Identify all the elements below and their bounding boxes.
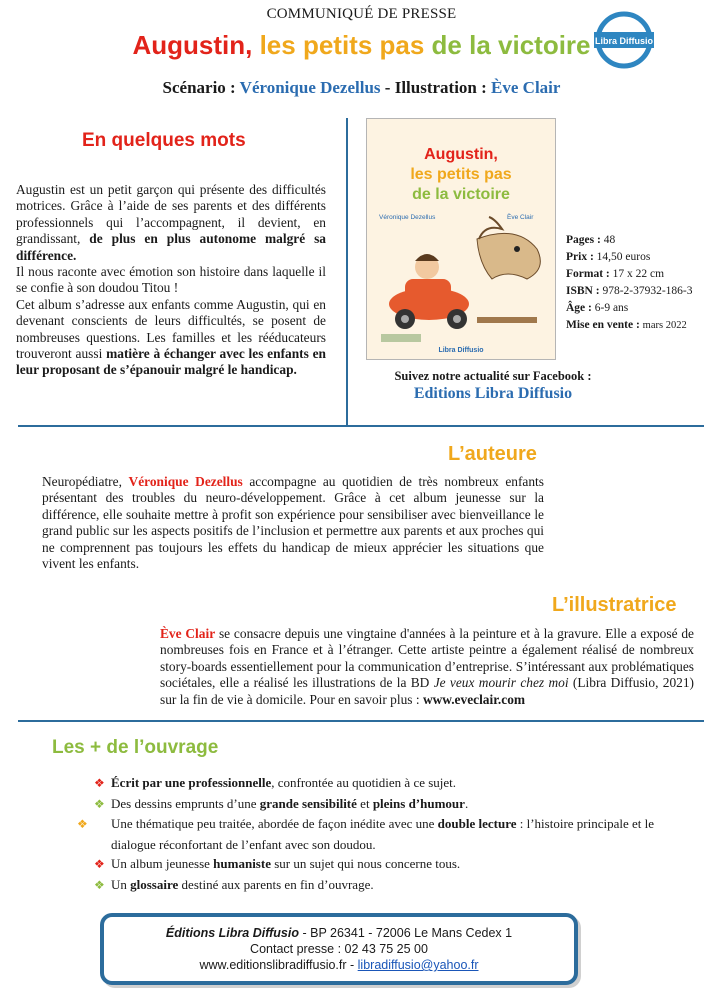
title-part-3: de la victoire (431, 30, 591, 60)
list-item: ❖ Des dessins emprunts d’une grande sensibilité et pleins d’humour. (94, 794, 694, 815)
document-label: COMMUNIQUÉ DE PRESSE (266, 6, 457, 22)
publisher-address-line: Éditions Libra Diffusio - BP 26341 - 72006 Le Mans Cedex 1 (165, 926, 513, 940)
section-divider-1 (18, 425, 704, 427)
email-link[interactable]: libradiffusio@yahoo.fr (357, 958, 479, 972)
ouvrage-heading: Les + de l’ouvrage (52, 737, 219, 758)
intro-text (16, 182, 326, 379)
list-item: ❖ Écrit par une professionnelle, confrontée au quotidien à ce sujet. (94, 773, 694, 794)
publisher-website-link[interactable]: www.editionslibradiffusio.fr (199, 958, 347, 972)
ouvrage-list (77, 773, 694, 895)
publisher-logo (594, 10, 654, 70)
diamond-bullet-icon: ❖ (94, 776, 105, 790)
svg-text:Libra Diffusio: Libra Diffusio (438, 347, 484, 354)
diamond-bullet-icon: ❖ (94, 857, 105, 871)
facebook-line: Suivez notre actualité sur Facebook : (394, 369, 592, 383)
author-heading: L’auteure (448, 443, 537, 465)
list-item: ❖ Un glossaire destiné aux parents en fin d’ouvrage. (94, 875, 694, 896)
pages-row: Pages : 48 (566, 234, 616, 246)
credits-line (0, 78, 723, 98)
price-row: Prix : 14,50 euros (566, 251, 651, 263)
release-row: Mise en vente : mars 2022 (566, 319, 687, 331)
svg-text:Véronique Dezellus: Véronique Dezellus (379, 214, 436, 221)
isbn-row: ISBN : 978-2-37932-186-3 (566, 285, 693, 297)
book-cover (366, 118, 556, 360)
illustrator-website[interactable]: www.eveclair.com (422, 691, 526, 707)
diamond-bullet-icon: ❖ (94, 796, 105, 811)
book-details (566, 232, 693, 334)
credits-illustrator: Ève Clair (491, 78, 561, 97)
contact-phone: Contact presse : 02 43 75 25 00 (250, 942, 428, 956)
list-item: ❖ Un album jeunesse humaniste sur un sujet qui nous concerne tous. (94, 854, 694, 875)
author-text: Neuropédiatre, Véronique Dezellus accompagne au quotidien de très nombreux enfants présentant des troubles du neuro-développement. Grâce à cet album jeunesse sur la différence, elle souhaite mettre à profit son expérience pour sensibiliser avec bienveillance le grand public sur les aspects positifs de l’inclusion et permettre aux parents et aux proches qui ne comprennent pas toujours les effets du handicap de mieux apprécier les situations que vivent les enfants. (42, 474, 544, 572)
illustration-label: - Illustration : (384, 78, 487, 97)
credits-author: Véronique Dezellus (239, 78, 381, 97)
title-part-2: les petits pas (259, 30, 425, 60)
illustrator-text: Ève Clair se consacre depuis une vingtaine d'années à la peinture et à la gravure. Elle a exposé de nombreuses fois en France et à l’étranger. Cette artiste peintre a également réalisé de nombreux story-boards essentiellement pour la communication d’entreprise. S’intéressant aux problématiques sociétales, elle a réalisé les illustrations de la BD Je veux mourir chez moi (Libra Diffusio, 2021) sur la fin de vie à domicile. Pour en savoir plus : www.eveclair.com (160, 626, 694, 707)
section-divider-2 (18, 720, 704, 722)
svg-text:Augustin,: Augustin, (424, 146, 498, 163)
contact-box (100, 913, 578, 985)
diamond-bullet-icon: ❖ (94, 877, 105, 892)
illustrator-name: Ève Clair (160, 626, 216, 641)
intro-heading: En quelques mots (82, 130, 246, 151)
author-name: Véronique Dezellus (128, 474, 243, 489)
diamond-bullet-icon: ❖ (77, 817, 88, 831)
web-contact-line: www.editionslibradiffusio.fr - libradiffusio@yahoo.fr (199, 958, 479, 972)
intro-paragraph-3: Cet album s’adresse aux enfants comme Augustin, qui en devenant conscients de leurs difficultés, se posent de nombreuses questions. Les familles et les rééducateurs trouveront aussi matière à échanger avec les enfants en leur proposant de s’épanouir malgré le handicap. (16, 296, 326, 378)
age-row: Âge : 6-9 ans (566, 302, 629, 314)
list-item: ❖ Une thématique peu traitée, abordée de façon inédite avec une double lecture : l’histoire principale et le dialogue réconfortant de l’enfant avec son doudou. (77, 816, 655, 852)
intro-paragraph-2: Il nous raconte avec émotion son histoire dans laquelle il se confie à son doudou Titou ! (16, 264, 326, 296)
logo-text: Libra Diffusio (595, 36, 653, 46)
title-part-1: Augustin, (132, 30, 253, 60)
intro-paragraph-1: Augustin est un petit garçon qui présente des difficultés motrices. Grâce à l’aide de ses parents et des différents professionnels qui l’accompagnent, il devient, en grandissant, de plus en plus autonome malgré sa différence. (16, 182, 327, 263)
svg-text:de la victoire: de la victoire (412, 186, 510, 203)
vertical-divider (346, 118, 348, 426)
svg-text:Ève Clair: Ève Clair (507, 214, 534, 221)
format-row: Format : 17 x 22 cm (566, 268, 665, 280)
facebook-page-link[interactable]: Editions Libra Diffusio (413, 385, 573, 402)
illustrator-heading: L’illustratrice (552, 594, 677, 616)
scenario-label: Scénario : (162, 78, 236, 97)
svg-text:les petits pas: les petits pas (410, 166, 512, 183)
referenced-book-title: Je veux mourir chez moi (433, 675, 569, 691)
